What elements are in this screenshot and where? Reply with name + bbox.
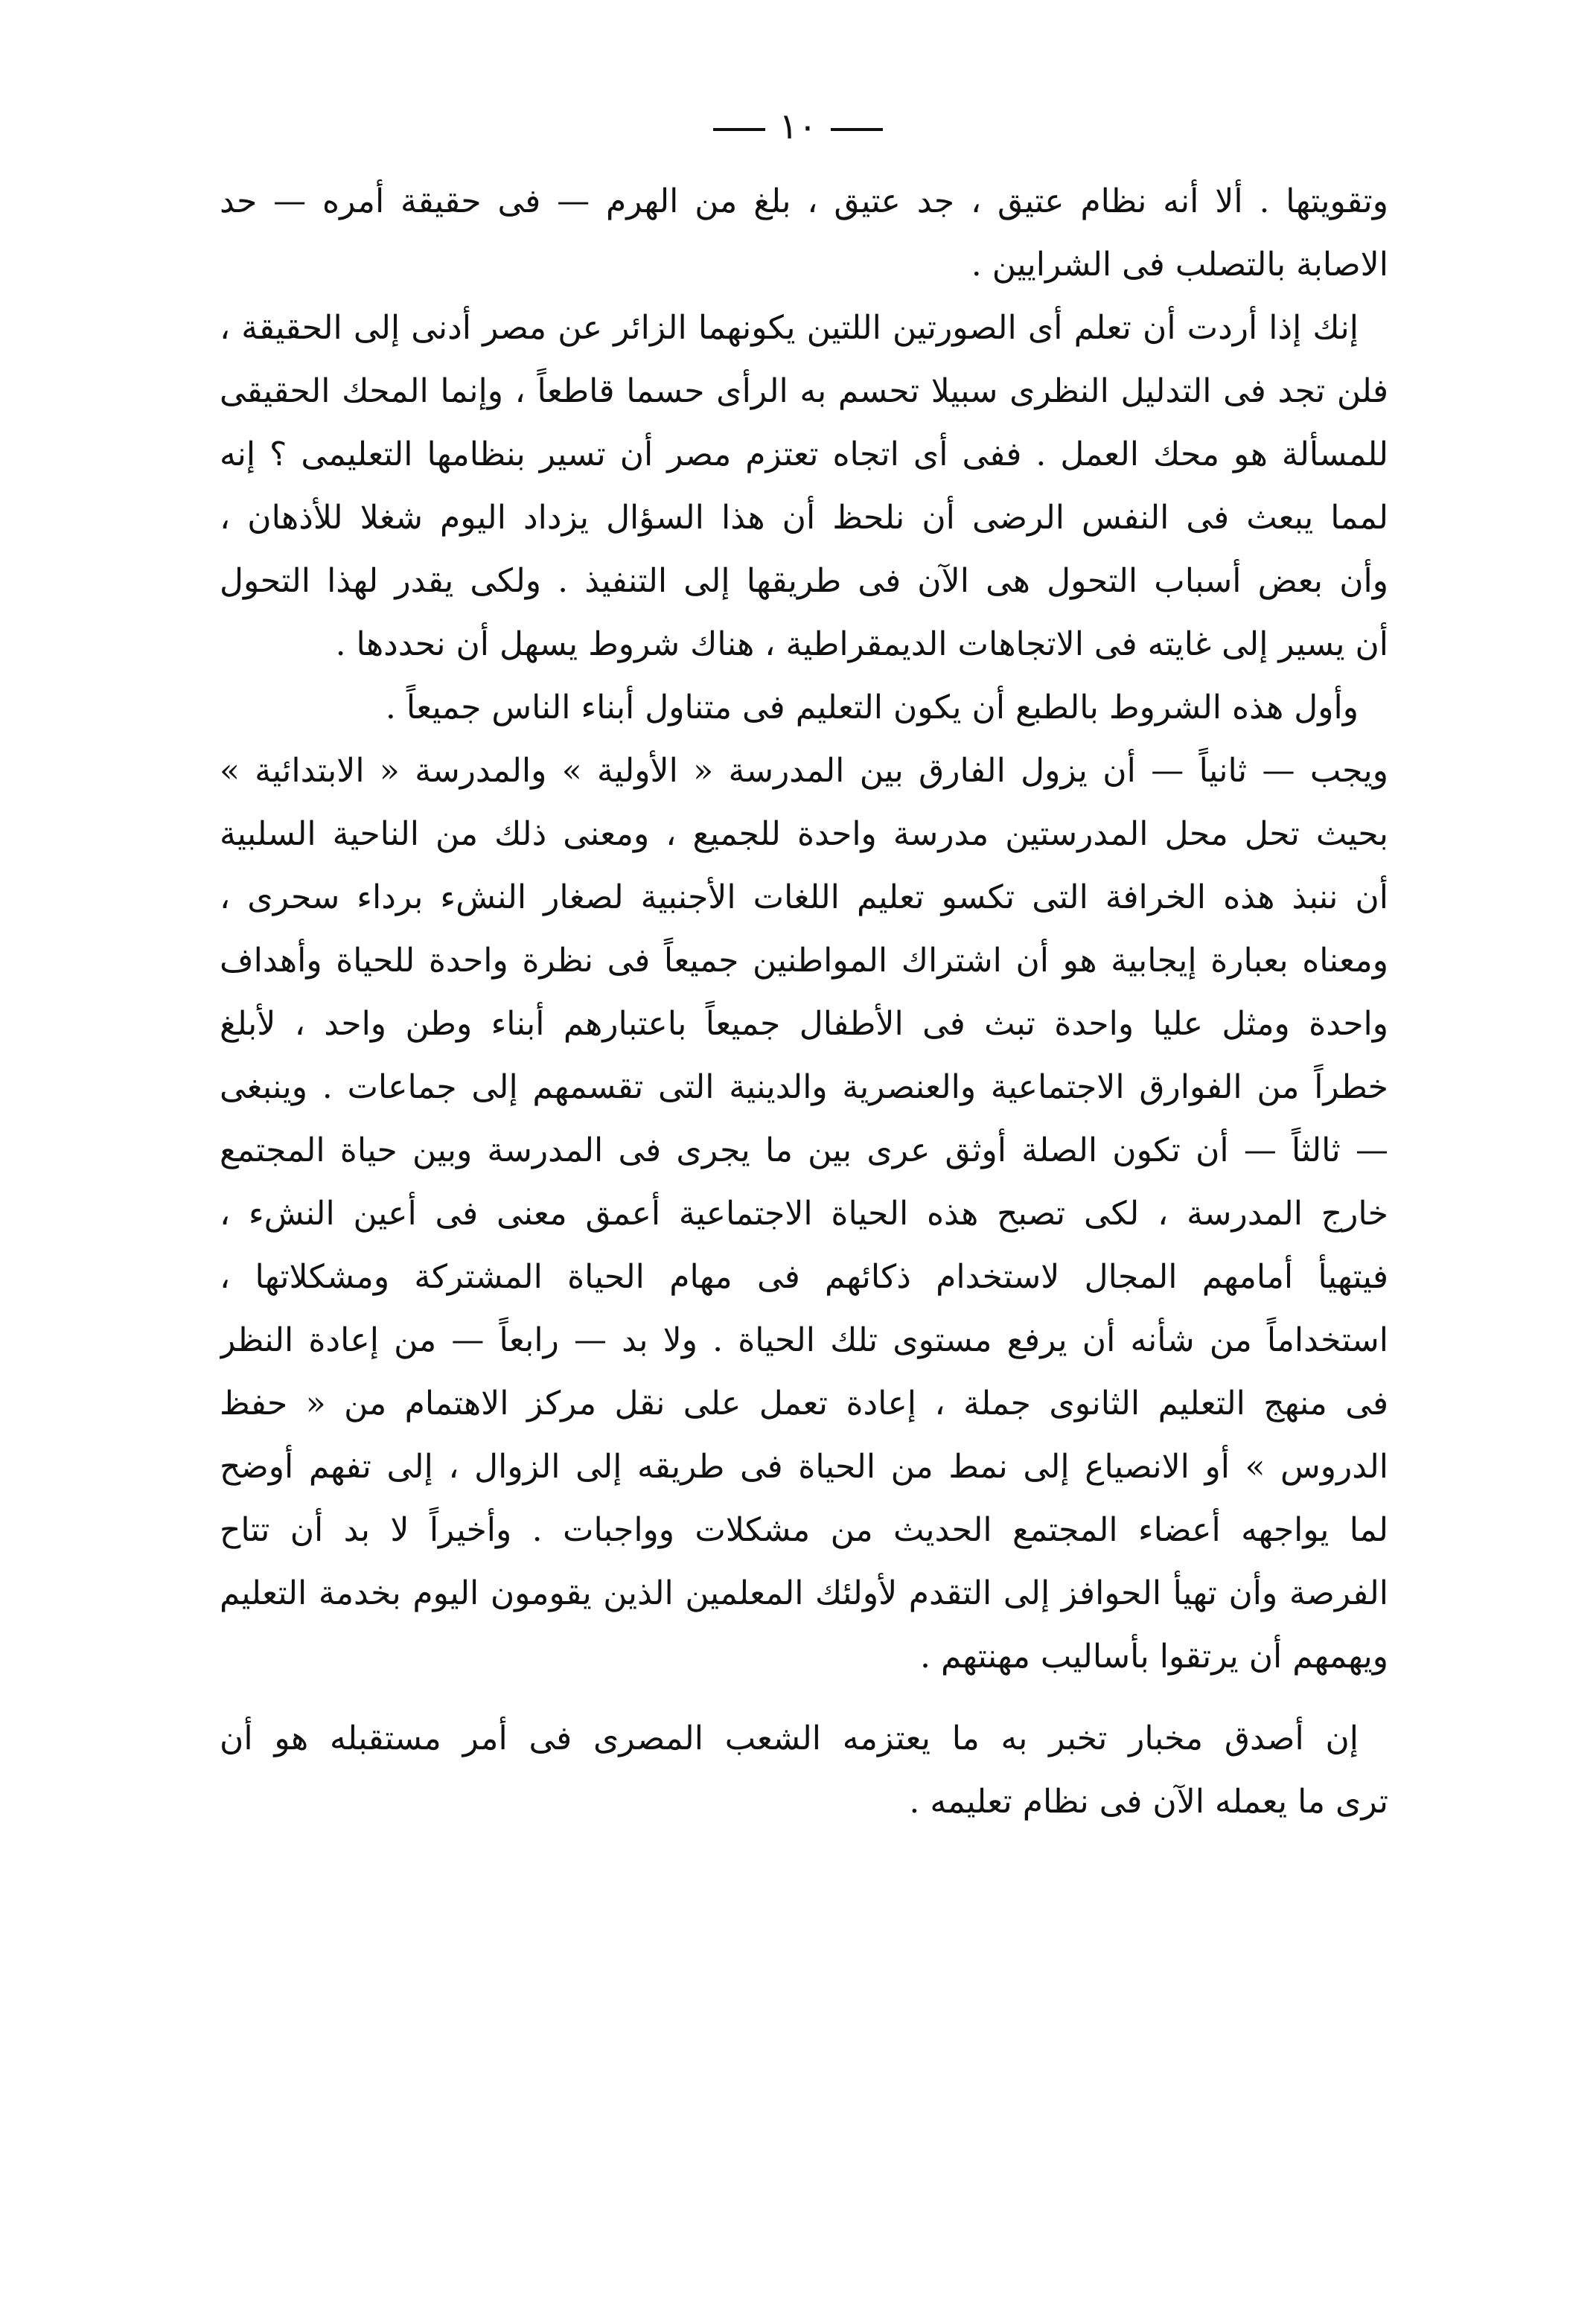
text-line: ويجب — ثانياً — أن يزول الفارق بين المدرسة « الأولية » والمدرسة « الابتدائية » [220,752,1388,790]
text-line: استخداماً من شأنه أن يرفع مستوى تلك الحياة . ولا بد — رابعاً — من إعادة النظر [220,1321,1388,1359]
page-number-dash-left [713,128,765,131]
text-line: أن ننبذ هذه الخرافة التى تكسو تعليم اللغات الأجنبية لصغار النشء برداء سحرى ، [220,878,1388,916]
body-text [220,170,1388,1833]
text-line: فيتهيأ أمامهم المجال لاستخدام ذكائهم فى مهام الحياة المشتركة ومشكلاتها ، [220,1258,1388,1296]
text-line: بحيث تحل محل المدرستين مدرسة واحدة للجميع ، ومعنى ذلك من الناحية السلبية [220,815,1388,853]
text-line: فلن تجد فى التدليل النظرى سبيلا تحسم به الرأى حسما قاطعاً ، وإنما المحك الحقيقى [220,372,1388,410]
text-line: ترى ما يعمله الآن فى نظام تعليمه . [909,1783,1388,1821]
page-number-dash-right [831,128,883,131]
text-line: الفرصة وأن تهيأ الحوافز إلى التقدم لأولئك المعلمين الذين يقومون اليوم بخدمة التعليم [220,1574,1388,1612]
text-line: ويهمهم أن يرتقوا بأساليب مهنتهم . [920,1638,1388,1676]
text-line: أن يسير إلى غايته فى الاتجاهات الديمقراطية ، هناك شروط يسهل أن نحددها . [335,625,1388,663]
text-line: إنك إذا أردت أن تعلم أى الصورتين اللتين يكونهما الزائر عن مصر أدنى إلى الحقيقة ، [220,309,1359,347]
text-line: للمسألة هو محك العمل . ففى أى اتجاه تعتزم مصر أن تسير بنظامها التعليمى ؟ إنه [220,435,1388,473]
text-line: إن أصدق مخبار تخبر به ما يعتزمه الشعب المصرى فى أمر مستقبله هو أن [220,1719,1359,1757]
text-line: وأول هذه الشروط بالطبع أن يكون التعليم فى متناول أبناء الناس جميعاً . [385,689,1359,727]
text-line: وتقويتها . ألا أنه نظام عتيق ، جد عتيق ، بلغ من الهرم — فى حقيقة أمره — حد [220,182,1388,220]
text-line: — ثالثاً — أن تكون الصلة أوثق عرى بين ما يجرى فى المدرسة وبين حياة المجتمع [220,1131,1388,1169]
text-line: خارج المدرسة ، لكى تصبح هذه الحياة الاجتماعية أعمق معنى فى أعين النشء ، [220,1195,1388,1233]
text-line: واحدة ومثل عليا واحدة تبث فى الأطفال جميعاً باعتبارهم أبناء وطن واحد ، لأبلغ [220,1005,1388,1043]
text-line: لما يواجهه أعضاء المجتمع الحديث من مشكلات وواجبات . وأخيراً لا بد أن تتاح [220,1511,1388,1549]
page-number-text: ١٠ [779,106,817,147]
text-line: لمما يبعث فى النفس الرضى أن نلحظ أن هذا السؤال يزداد اليوم شغلا للأذهان ، [220,499,1388,537]
text-line: الدروس » أو الانصياع إلى نمط من الحياة فى طريقه إلى الزوال ، إلى تفهم أوضح [220,1448,1388,1486]
page-number [0,104,1596,149]
text-line: فى منهج التعليم الثانوى جملة ، إعادة تعمل على نقل مركز الاهتمام من « حفظ [220,1385,1388,1422]
text-line: ومعناه بعبارة إيجابية هو أن اشتراك المواطنين جميعاً فى نظرة واحدة للحياة وأهداف [220,942,1388,980]
text-line: خطراً من الفوارق الاجتماعية والعنصرية والدينية التى تقسمهم إلى جماعات . وينبغى [220,1068,1388,1106]
text-line: وأن بعض أسباب التحول هى الآن فى طريقها إلى التنفيذ . ولكى يقدر لهذا التحول [220,562,1388,600]
text-line: الاصابة بالتصلب فى الشرايين . [971,246,1388,284]
